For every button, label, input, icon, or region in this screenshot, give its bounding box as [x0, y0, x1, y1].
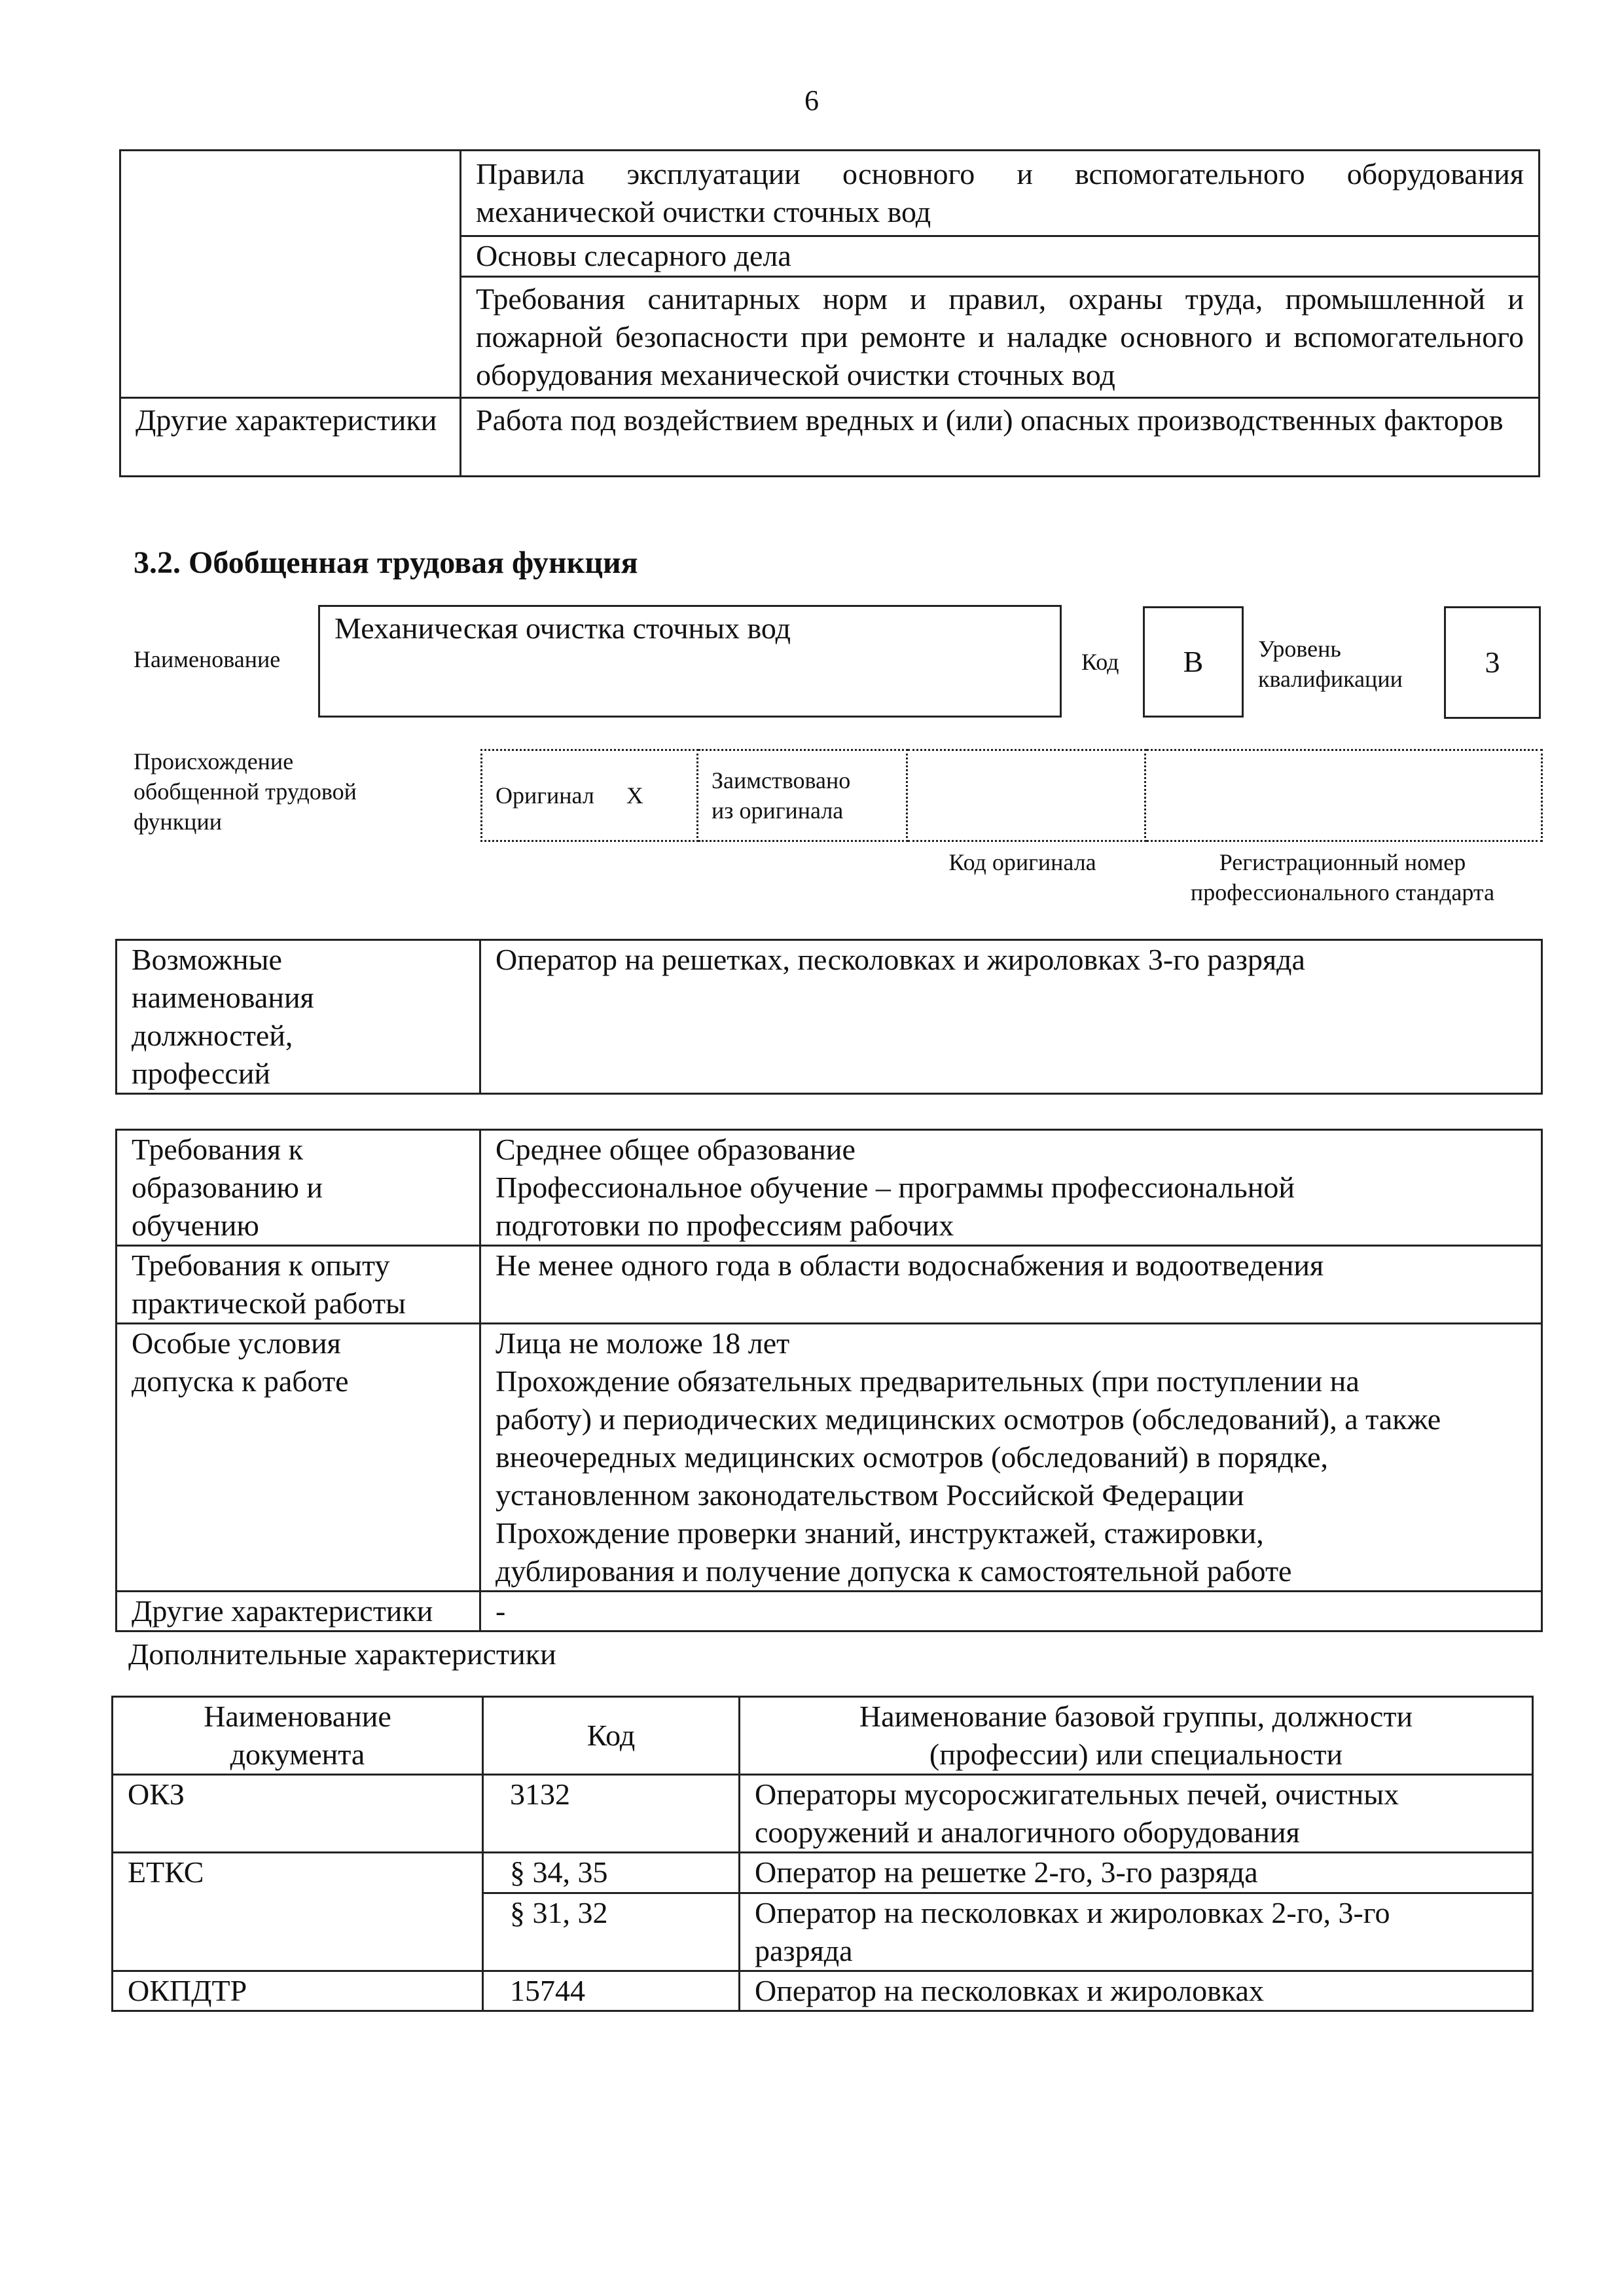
additional-code: § 34, 35	[483, 1853, 740, 1893]
requirements-label: Требования к образованию и обучению	[117, 1130, 480, 1246]
positions-label: Возможные наименования должностей, профессий	[117, 940, 480, 1094]
additional-name: Оператор на песколовках и жироловках 2-го, 3-го разряда	[740, 1893, 1533, 1971]
additional-doc: ОКЗ	[113, 1775, 483, 1853]
otf-name-label: Наименование	[134, 646, 281, 672]
requirements-label: Требования к опыту практической работы	[117, 1246, 480, 1324]
top-table-label: Другие характеристики	[120, 398, 461, 477]
origin-original-mark: X	[626, 782, 643, 809]
additional-code: 3132	[483, 1775, 740, 1853]
top-table-cell: Основы слесарного дела	[461, 236, 1540, 277]
otf-level-label: Уровень квалификации	[1258, 636, 1403, 692]
additional-code: § 31, 32	[483, 1893, 740, 1971]
requirements-value: Лица не моложе 18 лет Прохождение обязательных предварительных (при поступлении на работу) и периодических медицинских осмотров (обследований), а также внеочередных медицинских осмотров (обследований) в порядке, установленном законодательством Российской Федерации Прохождение проверки знаний, инструктажей, стажировки, дублирования и получение допуска к самостоятельной работе	[480, 1324, 1542, 1592]
additional-header: Наименование документа	[113, 1697, 483, 1775]
origin-original-cell	[482, 750, 698, 841]
additional-title: Дополнительные характеристики	[128, 1637, 556, 1671]
otf-code-label: Код	[1081, 649, 1119, 675]
otf-name-value: Механическая очистка сточных вод	[318, 605, 1062, 718]
requirements-label: Особые условия допуска к работе	[117, 1324, 480, 1592]
top-table-empty-label	[120, 151, 461, 398]
requirements-value: Не менее одного года в области водоснабжения и водоотведения	[480, 1246, 1542, 1324]
origin-reg-cell	[1145, 750, 1542, 841]
section-heading: 3.2. Обобщенная трудовая функция	[134, 545, 638, 580]
additional-name: Оператор на песколовках и жироловках	[740, 1971, 1533, 2011]
additional-name: Оператор на решетке 2-го, 3-го разряда	[740, 1853, 1533, 1893]
additional-header: Наименование базовой группы, должности (профессии) или специальности	[740, 1697, 1533, 1775]
page-number: 6	[804, 84, 819, 117]
origin-borrowed-label: Заимствовано из оригинала	[698, 750, 907, 841]
additional-table	[111, 1696, 1534, 2012]
origin-label: Происхождение обобщенной трудовой функции	[134, 748, 357, 835]
origin-code-cell	[907, 750, 1145, 841]
requirements-value: -	[480, 1592, 1542, 1631]
otf-code-value: B	[1143, 606, 1244, 718]
additional-doc: ОКПДТР	[113, 1971, 483, 2011]
additional-code: 15744	[483, 1971, 740, 2011]
top-table-cell: Требования санитарных норм и правил, охраны труда, промышленной и пожарной безопасности при ремонте и наладке основного и вспомогательного оборудования механической очистки сточных вод	[461, 277, 1540, 398]
origin-table	[480, 749, 1543, 842]
positions-table	[115, 939, 1543, 1095]
additional-doc: ЕТКС	[113, 1853, 483, 1971]
top-table-cell: Правила эксплуатации основного и вспомогательного оборудования механической очистки сточных вод	[461, 151, 1540, 236]
positions-value: Оператор на решетках, песколовках и жироловках 3-го разряда	[480, 940, 1542, 1094]
requirements-label: Другие характеристики	[117, 1592, 480, 1631]
otf-level-value: 3	[1444, 606, 1541, 719]
top-table	[119, 149, 1540, 477]
requirements-table	[115, 1129, 1543, 1632]
origin-code-caption: Код оригинала	[948, 849, 1096, 875]
origin-original-label: Оригинал	[496, 782, 594, 809]
additional-header: Код	[483, 1697, 740, 1775]
additional-name: Операторы мусоросжигательных печей, очистных сооружений и аналогичного оборудования	[740, 1775, 1533, 1853]
requirements-value: Среднее общее образование Профессиональное обучение – программы профессиональной подготовки по профессиям рабочих	[480, 1130, 1542, 1246]
top-table-cell: Работа под воздействием вредных и (или) опасных производственных факторов	[461, 398, 1540, 477]
origin-reg-caption: Регистрационный номер профессионального стандарта	[1190, 849, 1495, 905]
